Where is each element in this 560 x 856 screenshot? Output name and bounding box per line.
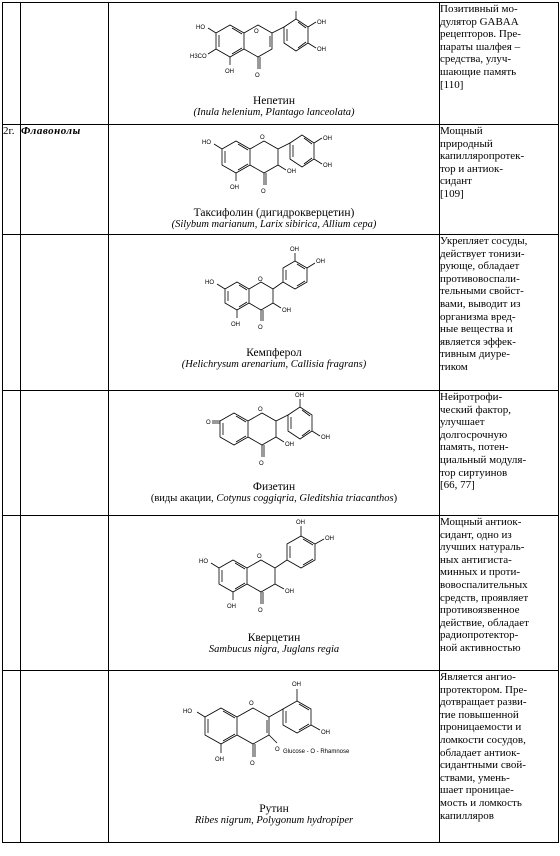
ketone-oxygen-label: O <box>250 761 255 767</box>
table-row <box>3 235 559 391</box>
ketone-oxygen-label: O <box>255 73 260 79</box>
class-cell <box>21 391 109 516</box>
hydroxyl-label: OH <box>285 442 294 448</box>
compound-name: Рутин <box>259 803 289 815</box>
ketone-oxygen-label: O <box>261 189 266 195</box>
hydroxyl-label: OH <box>292 682 301 688</box>
compound-source: Sambucus nigra, Juglans regia <box>208 644 340 655</box>
hydroxyl-label: OH <box>323 136 332 142</box>
hydroxyl-label: OH <box>321 435 330 441</box>
quinone-oxygen-label: O <box>206 420 211 426</box>
compound-name: Кверцетин <box>247 632 301 644</box>
structure-cell <box>109 516 440 671</box>
table-row <box>3 3 559 125</box>
hydroxyl-label: HO <box>199 559 208 565</box>
class-cell: Флавонолы <box>21 125 109 235</box>
hydroxyl-label: HO <box>205 280 214 286</box>
hydroxyl-label: OH <box>287 169 296 175</box>
description-text: Позитивный мо- дулятор GABAA рецепторов. Пре- параты шалфея – средства, улуч- шающие память [110] <box>440 3 521 91</box>
hydroxyl-label: OH <box>321 730 330 736</box>
compound-source: Cotynus coggiqria, Gleditshia triacanthos <box>216 493 394 504</box>
description-cell <box>440 391 559 516</box>
source-suffix: ) <box>393 493 398 504</box>
row-number-cell <box>3 516 21 671</box>
kaempferol-structure <box>199 235 349 347</box>
ring-oxygen-label: O <box>249 701 254 707</box>
ring-oxygen-label: O <box>254 29 259 35</box>
fisetin-structure <box>194 391 354 481</box>
compound-source: (Helichrysum arenarium, Callisia fragrans) <box>181 359 367 370</box>
row-number-cell <box>3 235 21 391</box>
hydroxyl-label: OH <box>296 520 305 526</box>
description-text: Мощный природный капилляропротек- тор и антиок- сидант [109] <box>440 125 525 200</box>
hydroxyl-label: OH <box>325 536 334 542</box>
ketone-oxygen-label: O <box>258 608 263 614</box>
row-number-cell <box>3 671 21 843</box>
compound-source: (Inula helenium, Plantago lanceolata) <box>193 107 355 118</box>
ring-oxygen-label: O <box>257 554 262 560</box>
description-text: Нейротрофи- ческий фактор, улучшает долгосрочную память, потен- циальный модуля- тор сиртуинов [66, 77] <box>440 391 527 492</box>
row-number-cell: 2г. <box>3 125 21 235</box>
class-cell <box>21 235 109 391</box>
structure-cell <box>109 235 440 391</box>
class-cell <box>21 3 109 125</box>
description-cell <box>440 235 559 391</box>
methoxy-label: H3CO <box>190 54 207 60</box>
ring-oxygen-label: O <box>260 135 265 141</box>
structure-cell <box>109 3 440 125</box>
flavonoid-table <box>2 2 559 843</box>
hydroxyl-label: HO <box>183 709 192 715</box>
row-number-cell <box>3 391 21 516</box>
description-cell <box>440 671 559 843</box>
table-row <box>3 391 559 516</box>
quercetin-structure <box>189 516 359 632</box>
table-row <box>3 671 559 843</box>
hydroxyl-label: OH <box>282 308 291 314</box>
hydroxyl-label: OH <box>230 185 239 191</box>
compound-name: Физетин <box>252 481 296 493</box>
description-cell <box>440 516 559 671</box>
hydroxyl-label: OH <box>285 589 294 595</box>
compound-source: Ribes nigrum, Polygonum hydropiper <box>194 815 354 826</box>
compound-name: Кемпферол <box>246 347 302 359</box>
ring-oxygen-label: O <box>258 277 263 283</box>
hydroxyl-label: HO <box>202 140 211 146</box>
description-text: Мощный антиок- сидант, одно из лучших натураль- ных антигиста- минных и проти- вовоспалительных средств, проявляет противоязвенное действие, обладает радиопротектор- ной активностью <box>440 516 529 654</box>
ring-oxygen-label: O <box>258 407 263 413</box>
hydroxyl-label: OH <box>231 322 240 328</box>
hydroxyl-label: OH <box>317 47 326 53</box>
glycoside-oxygen-label: O <box>275 747 280 753</box>
compound-source-line <box>109 493 439 505</box>
table-row <box>3 516 559 671</box>
glycoside-label: Glucose - O - Rhamnose <box>283 749 350 755</box>
hydroxyl-label: OH <box>227 604 236 610</box>
table-row <box>3 125 559 235</box>
source-prefix: (виды акации, <box>150 493 217 504</box>
document-page <box>2 2 558 852</box>
description-cell <box>440 3 559 125</box>
hydroxyl-label: OH <box>323 163 332 169</box>
description-cell <box>440 125 559 235</box>
hydroxyl-label: OH <box>290 247 299 253</box>
description-text: Является ангио- протектором. Пре- дотвращает разви- тие повышенной проницаемости и ломкости сосудов, обладает антиок- сидантными свой- ствами, умень- шает проницае- мость и ломкость капилляров <box>440 671 528 822</box>
compound-name: Непетин <box>252 95 295 107</box>
structure-cell <box>109 125 440 235</box>
hydroxyl-label: OH <box>317 20 326 26</box>
hydroxyl-label: OH <box>215 757 224 763</box>
compound-name: Таксифолин (дигидрокверцетин) <box>193 207 355 219</box>
nepetin-structure <box>184 3 364 95</box>
hydroxyl-label: HO <box>196 25 205 31</box>
hydroxyl-label: OH <box>225 69 234 75</box>
row-number-cell <box>3 3 21 125</box>
hydroxyl-label: OH <box>316 259 325 265</box>
compound-source: (Silybum marianum, Larix sibirica, Allium cepa) <box>171 219 377 230</box>
structure-cell <box>109 671 440 843</box>
ketone-oxygen-label: O <box>258 325 263 331</box>
ketone-oxygen-label: O <box>259 461 264 467</box>
class-cell <box>21 671 109 843</box>
class-cell <box>21 516 109 671</box>
structure-cell <box>109 391 440 516</box>
taxifolin-structure <box>194 125 354 207</box>
hydroxyl-label: OH <box>295 393 304 399</box>
rutin-structure <box>169 671 379 803</box>
description-text: Укрепляет сосуды, действует тонизи- рующе, обладает противовоспали- тельными свойст- вами, выводит из организма вред- ные вещества и является эффек- тивным диуре- тиком <box>440 235 528 373</box>
